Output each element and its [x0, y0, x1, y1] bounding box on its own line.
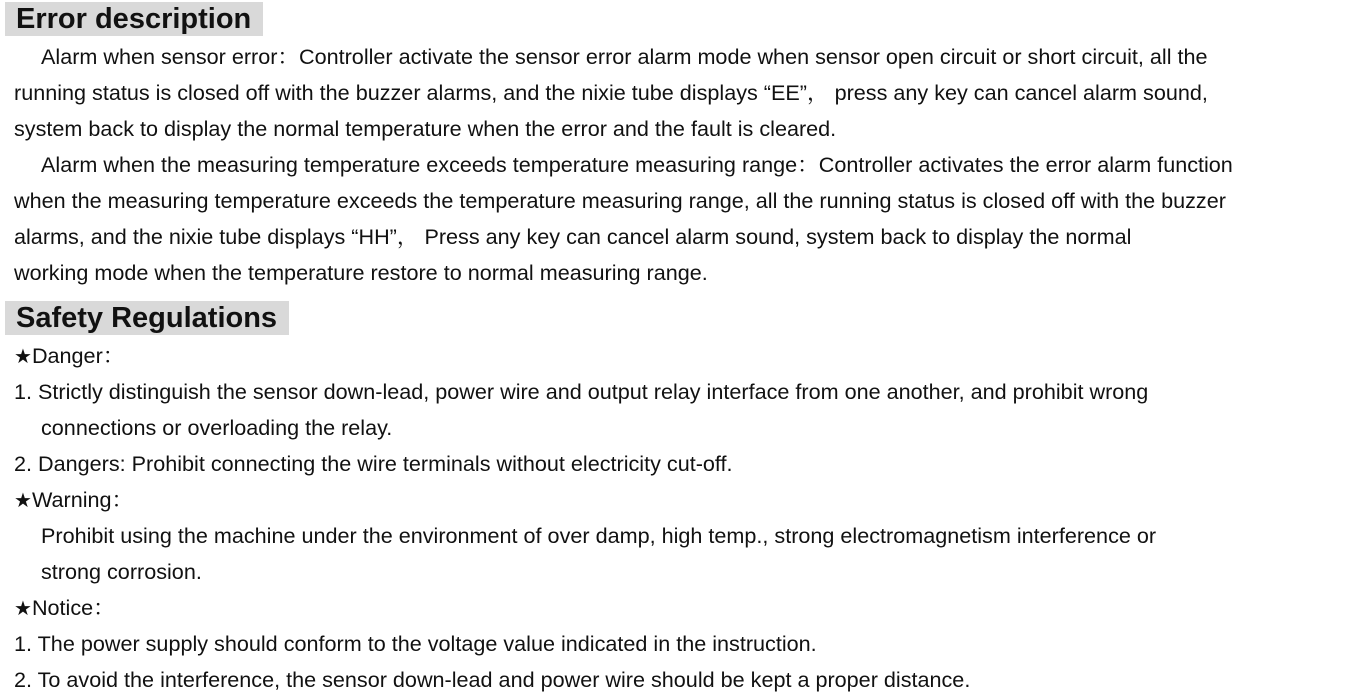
danger-label: Danger： — [31, 343, 125, 368]
notice-item1: 1. The power supply should conform to the voltage value indicated in the instruction. — [14, 631, 817, 656]
warning-line2: strong corrosion. — [41, 559, 202, 584]
warning-line1: Prohibit using the machine under the environment of over damp, high temp., strong electromagnetism interference or — [41, 523, 1157, 548]
safety-regulations-heading: Safety Regulations — [5, 301, 289, 335]
danger-label-line — [14, 343, 124, 370]
notice-label-line — [14, 595, 115, 622]
error-para1-line3: system back to display the normal temperature when the error and the fault is cleared. — [14, 116, 837, 141]
error-para1-line1: Alarm when sensor error：Controller activate the sensor error alarm mode when sensor open circuit or short circuit, all the — [41, 44, 1208, 69]
warning-label: Warning： — [31, 487, 134, 512]
danger-item1-line2: connections or overloading the relay. — [41, 415, 393, 440]
notice-label: Notice： — [31, 595, 115, 620]
error-para2-line4: working mode when the temperature restore to normal measuring range. — [14, 260, 708, 285]
error-para2-line2: when the measuring temperature exceeds the temperature measuring range, all the running status is closed off with the buzzer — [14, 188, 1226, 213]
danger-item1-line1: 1. Strictly distinguish the sensor down-lead, power wire and output relay interface from one another, and prohibit wrong — [14, 379, 1149, 404]
warning-label-line — [14, 487, 133, 514]
star-icon: ★ — [14, 346, 32, 368]
star-icon: ★ — [14, 490, 32, 512]
danger-item2: 2. Dangers: Prohibit connecting the wire terminals without electricity cut-off. — [14, 451, 733, 476]
error-para2-line1: Alarm when the measuring temperature exceeds temperature measuring range：Controller activates the error alarm function — [41, 152, 1233, 177]
notice-item2: 2. To avoid the interference, the sensor down-lead and power wire should be kept a proper distance. — [14, 667, 971, 692]
error-para1-line2: running status is closed off with the buzzer alarms, and the nixie tube displays “EE”， press any key can cancel alarm sound, — [14, 80, 1208, 105]
error-description-heading: Error description — [5, 2, 263, 36]
error-para2-line3: alarms, and the nixie tube displays “HH”， Press any key can cancel alarm sound, system back to display the normal — [14, 224, 1132, 249]
star-icon: ★ — [14, 598, 32, 620]
